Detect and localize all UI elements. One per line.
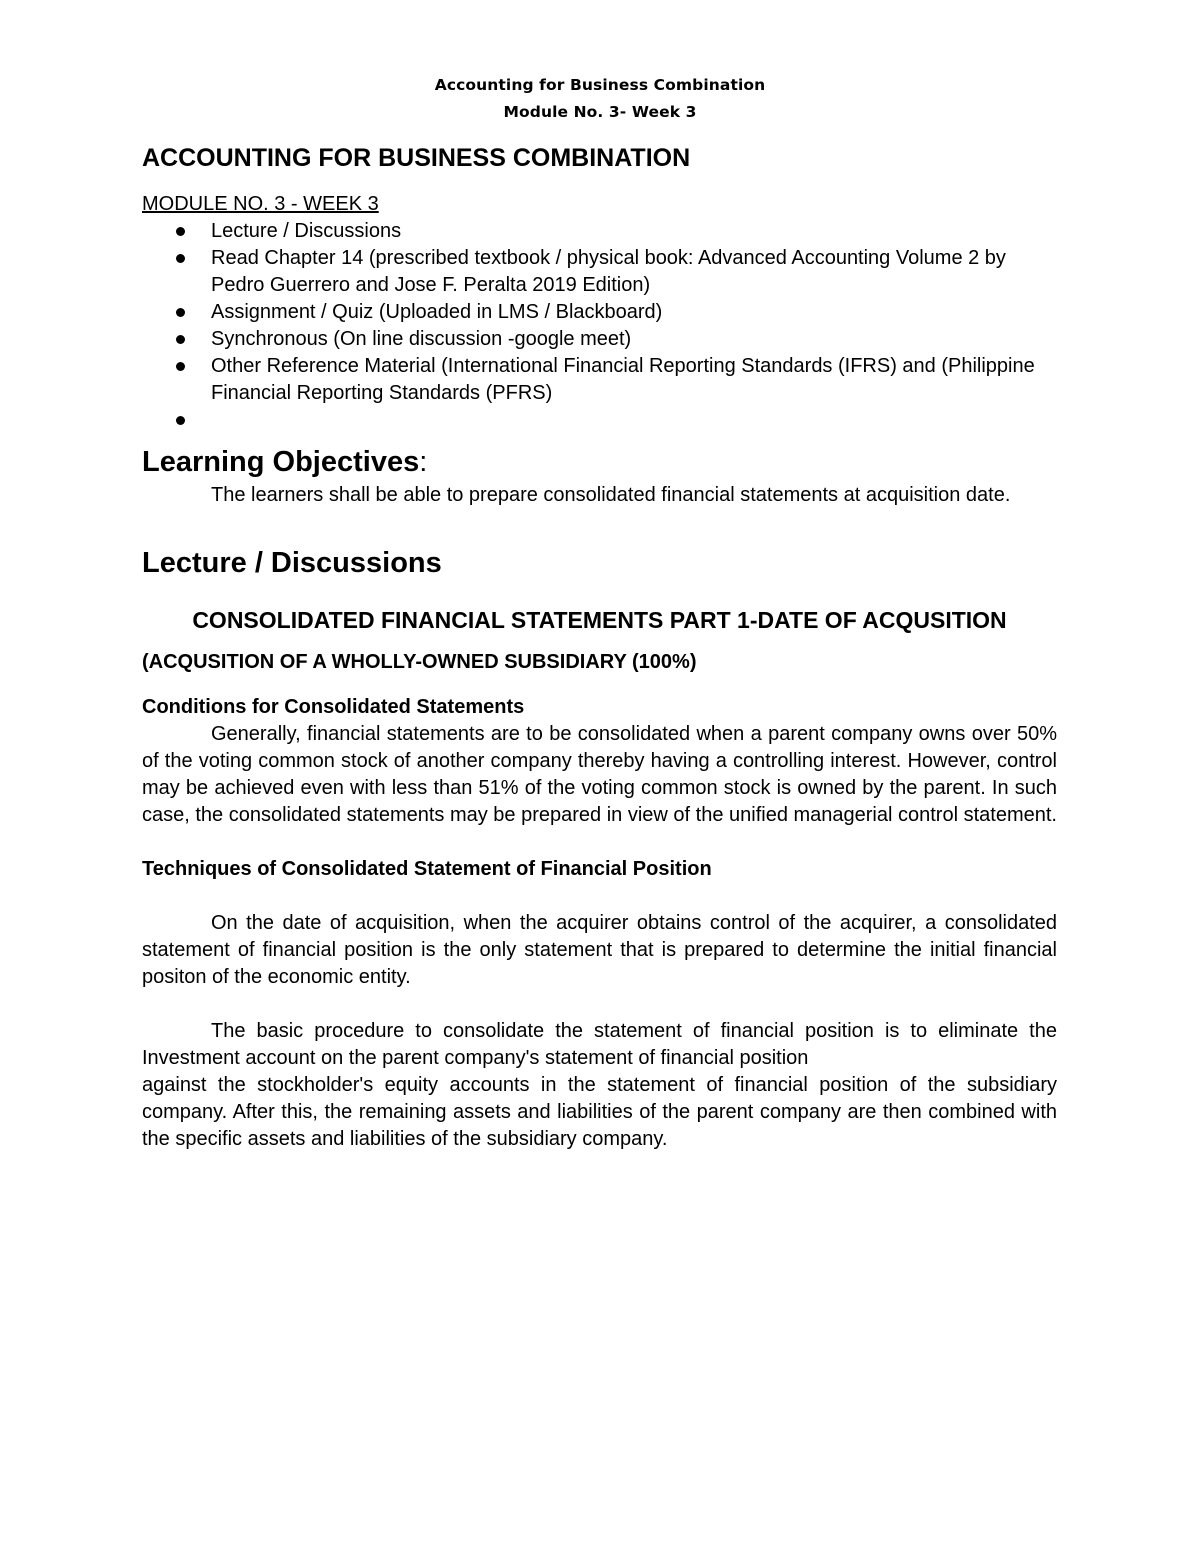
module-items-list <box>142 218 1057 434</box>
learning-objectives-heading: Learning Objectives: <box>142 446 428 478</box>
document-title: ACCOUNTING FOR BUSINESS COMBINATION <box>142 144 691 172</box>
lecture-heading: Lecture / Discussions <box>142 547 442 579</box>
module-label: MODULE NO. 3 - WEEK 3 <box>142 193 379 215</box>
list-item: Assignment / Quiz (Uploaded in LMS / Blackboard) <box>142 299 1057 326</box>
bullet-icon <box>176 227 185 236</box>
bullet-icon <box>176 254 185 263</box>
conditions-paragraph: Generally, financial statements are to be consolidated when a parent company owns over 50% of the voting common stock of another company thereby having a controlling interest. However, control may be achieved even with less than 51% of the voting common stock is owned by the parent. In such case, the consolidated statements may be prepared in view of the unified managerial control statement. <box>142 723 1057 826</box>
list-item: Read Chapter 14 (prescribed textbook / physical book: Advanced Accounting Volume 2 by Pedro Guerrero and Jose F. Peralta 2019 Edition) <box>142 245 1057 299</box>
list-item <box>142 407 1057 434</box>
techniques-heading: Techniques of Consolidated Statement of Financial Position <box>142 858 712 880</box>
list-item: Other Reference Material (International Financial Reporting Standards (IFRS) and (Philippine Financial Reporting Standards (PFRS) <box>142 353 1057 407</box>
learning-objectives-text: The learners shall be able to prepare consolidated financial statements at acquisition date. <box>211 484 1011 506</box>
bullet-icon <box>176 362 185 371</box>
bullet-icon <box>176 335 185 344</box>
document-body <box>142 140 1057 1153</box>
list-item: Lecture / Discussions <box>142 218 1057 245</box>
techniques-paragraph-3: against the stockholder's equity accounts in the statement of financial position of the subsidiary company. After this, the remaining assets and liabilities of the parent company are then combined with the specific assets and liabilities of the subsidiary company. <box>142 1074 1057 1150</box>
techniques-paragraph-2: The basic procedure to consolidate the statement of financial position is to eliminate the Investment account on the parent company's statement of financial position <box>142 1020 1057 1069</box>
techniques-paragraph-1: On the date of acquisition, when the acquirer obtains control of the acquirer, a consolidated statement of financial position is the only statement that is prepared to determine the initial financial positon of the economic entity. <box>142 912 1057 988</box>
bullet-icon <box>176 308 185 317</box>
bullet-icon <box>176 416 185 425</box>
running-header-module: Module No. 3- Week 3 <box>503 103 697 121</box>
running-header-title: Accounting for Business Combination <box>434 76 766 94</box>
section-subtitle: (ACQUSITION OF A WHOLLY-OWNED SUBSIDIARY (100%) <box>142 651 697 673</box>
conditions-heading: Conditions for Consolidated Statements <box>142 696 525 718</box>
list-item: Synchronous (On line discussion -google meet) <box>142 326 1057 353</box>
section-title: CONSOLIDATED FINANCIAL STATEMENTS PART 1-DATE OF ACQUSITION <box>192 607 1007 633</box>
